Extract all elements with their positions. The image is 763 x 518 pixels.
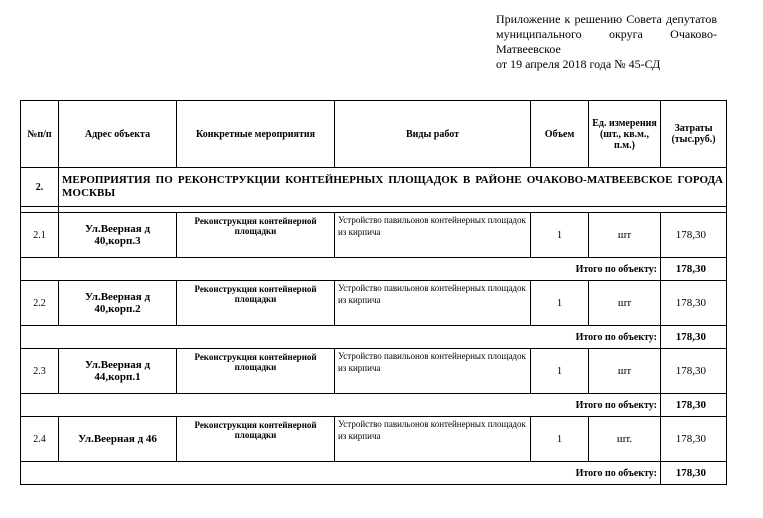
total-label: Итого по объекту: bbox=[21, 394, 661, 417]
row-measure: Реконструкция контейнерной площадки bbox=[177, 349, 335, 394]
row-volume: 1 bbox=[531, 349, 589, 394]
total-row bbox=[21, 462, 727, 485]
row-cost: 178,30 bbox=[661, 417, 727, 462]
row-number: 2.4 bbox=[21, 417, 59, 462]
row-measure: Реконструкция контейнерной площадки bbox=[177, 281, 335, 326]
works-table bbox=[20, 100, 727, 485]
col-header-address: Адрес объекта bbox=[59, 101, 177, 168]
row-work: Устройство павильонов контейнерных площадок из кирпича bbox=[335, 349, 531, 394]
total-row bbox=[21, 326, 727, 349]
col-header-volume: Объем bbox=[531, 101, 589, 168]
row-volume: 1 bbox=[531, 281, 589, 326]
total-value: 178,30 bbox=[661, 326, 727, 349]
col-header-works: Виды работ bbox=[335, 101, 531, 168]
row-volume: 1 bbox=[531, 417, 589, 462]
row-unit: шт bbox=[589, 349, 661, 394]
row-unit: шт bbox=[589, 281, 661, 326]
col-header-measures: Конкретные мероприятия bbox=[177, 101, 335, 168]
row-work: Устройство павильонов контейнерных площадок из кирпича bbox=[335, 281, 531, 326]
table-row bbox=[21, 213, 727, 258]
row-cost: 178,30 bbox=[661, 213, 727, 258]
total-value: 178,30 bbox=[661, 258, 727, 281]
row-measure: Реконструкция контейнерной площадки bbox=[177, 213, 335, 258]
total-label: Итого по объекту: bbox=[21, 258, 661, 281]
col-header-num: №п/п bbox=[21, 101, 59, 168]
header-line-4: от 19 апреля 2018 года № 45-СД bbox=[496, 57, 661, 71]
row-measure: Реконструкция контейнерной площадки bbox=[177, 417, 335, 462]
total-label: Итого по объекту: bbox=[21, 326, 661, 349]
row-number: 2.2 bbox=[21, 281, 59, 326]
row-number: 2.3 bbox=[21, 349, 59, 394]
row-cost: 178,30 bbox=[661, 349, 727, 394]
table-row bbox=[21, 281, 727, 326]
total-value: 178,30 bbox=[661, 394, 727, 417]
row-number: 2.1 bbox=[21, 213, 59, 258]
section-title: МЕРОПРИЯТИЯ ПО РЕКОНСТРУКЦИИ КОНТЕЙНЕРНЫХ ПЛОЩАДОК В РАЙОНЕ ОЧАКОВО-МАТВЕЕВСКОЕ ГОРОДА МОСКВЫ bbox=[59, 168, 727, 207]
total-row bbox=[21, 258, 727, 281]
header-line-3: Матвеевское bbox=[496, 42, 561, 56]
row-address: Ул.Веерная д 46 bbox=[59, 417, 177, 462]
total-row bbox=[21, 394, 727, 417]
col-header-cost: Затраты (тыс.руб.) bbox=[661, 101, 727, 168]
row-work: Устройство павильонов контейнерных площадок из кирпича bbox=[335, 213, 531, 258]
table-header-row bbox=[21, 101, 727, 168]
row-address: Ул.Веерная д 44,корп.1 bbox=[59, 349, 177, 394]
total-value: 178,30 bbox=[661, 462, 727, 485]
header-line-2: муниципального округа Очаково- bbox=[496, 27, 717, 41]
header-line-1: Приложение к решению Совета депутатов bbox=[496, 12, 717, 26]
col-header-unit: Ед. измерения (шт., кв.м., п.м.) bbox=[589, 101, 661, 168]
appendix-header bbox=[496, 12, 717, 72]
row-address: Ул.Веерная д 40,корп.3 bbox=[59, 213, 177, 258]
section-row bbox=[21, 168, 727, 207]
total-label: Итого по объекту: bbox=[21, 462, 661, 485]
row-unit: шт. bbox=[589, 417, 661, 462]
section-number: 2. bbox=[21, 168, 59, 207]
table-row bbox=[21, 417, 727, 462]
row-unit: шт bbox=[589, 213, 661, 258]
row-cost: 178,30 bbox=[661, 281, 727, 326]
row-volume: 1 bbox=[531, 213, 589, 258]
row-work: Устройство павильонов контейнерных площадок из кирпича bbox=[335, 417, 531, 462]
row-address: Ул.Веерная д 40,корп.2 bbox=[59, 281, 177, 326]
table-row bbox=[21, 349, 727, 394]
